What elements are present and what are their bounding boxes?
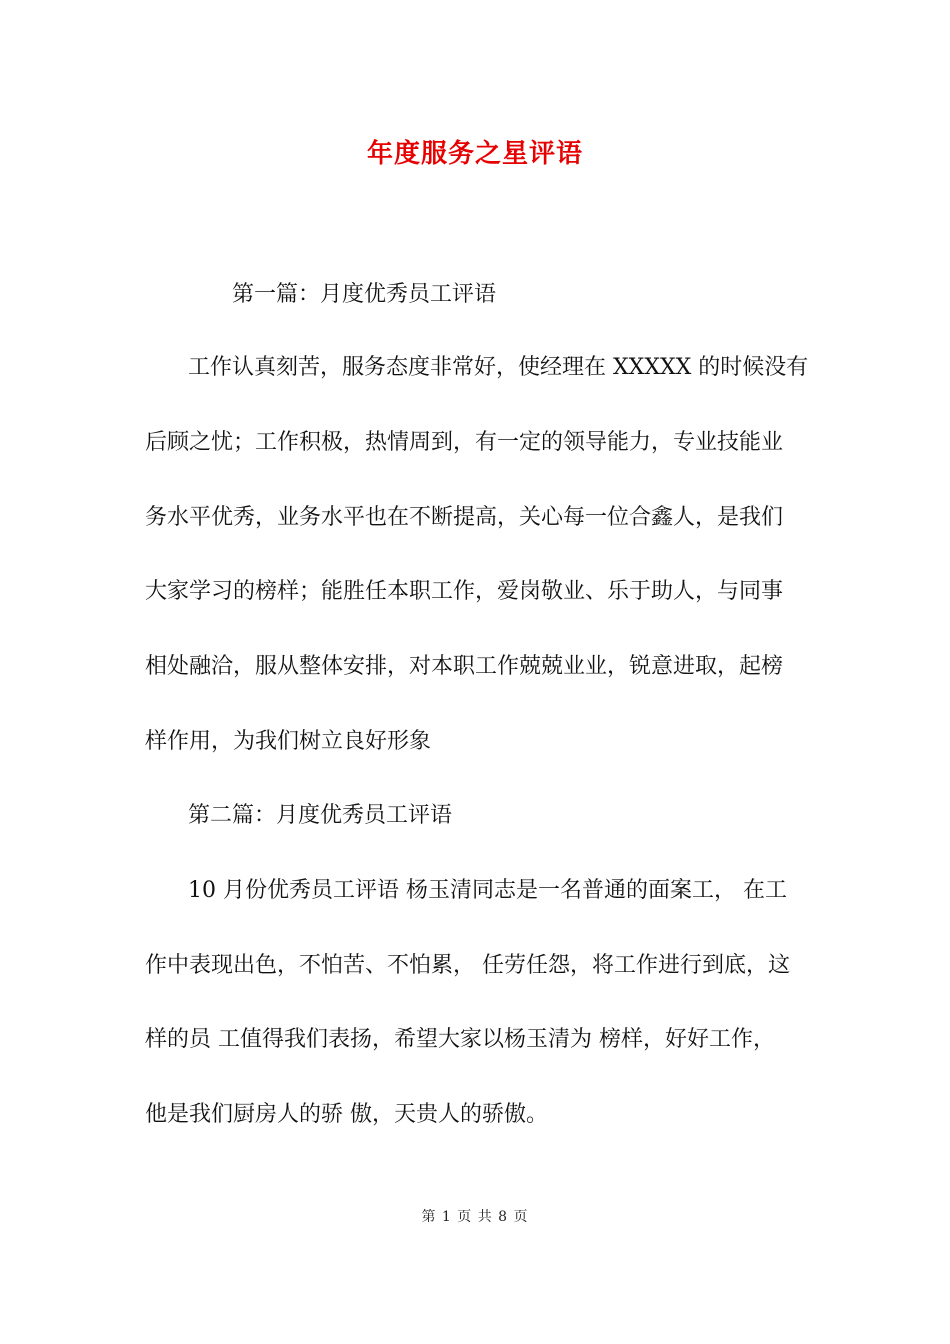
section-1-line-1: 工作认真刻苦，服务态度非常好，使经理在 XXXXX 的时候没有	[188, 355, 809, 380]
section-2-heading: 第二篇：月度优秀员工评语	[188, 803, 453, 828]
section-2-line-2: 作中表现出色，不怕苦、不怕累， 任劳任怨，将工作进行到底，这	[145, 953, 790, 978]
section-1-line-4: 大家学习的榜样；能胜任本职工作，爱岗敬业、乐于助人，与同事	[145, 579, 784, 604]
section-2-line-3: 样的员 工值得我们表扬，希望大家以杨玉清为 榜样，好好工作，	[145, 1027, 775, 1052]
page-number-footer: 第 1 页 共 8 页	[421, 1209, 529, 1225]
section-2-line-1: 10 月份优秀员工评语 杨玉清同志是一名普通的面案工， 在工	[188, 878, 787, 903]
section-1-heading: 第一篇：月度优秀员工评语	[232, 282, 497, 307]
document-title: 年度服务之星评语	[366, 139, 583, 169]
section-1-line-5: 相处融洽，服从整体安排，对本职工作兢兢业业，锐意进取，起榜	[145, 654, 784, 679]
section-2-line-4: 他是我们厨房人的骄 傲，天贵人的骄傲。	[145, 1102, 548, 1127]
section-1-line-6: 样作用，为我们树立良好形象	[145, 729, 432, 754]
section-1-line-3: 务水平优秀，业务水平也在不断提高，关心每一位合鑫人，是我们	[145, 505, 784, 530]
section-1-line-2: 后顾之忧；工作积极，热情周到，有一定的领导能力，专业技能业	[145, 430, 784, 455]
